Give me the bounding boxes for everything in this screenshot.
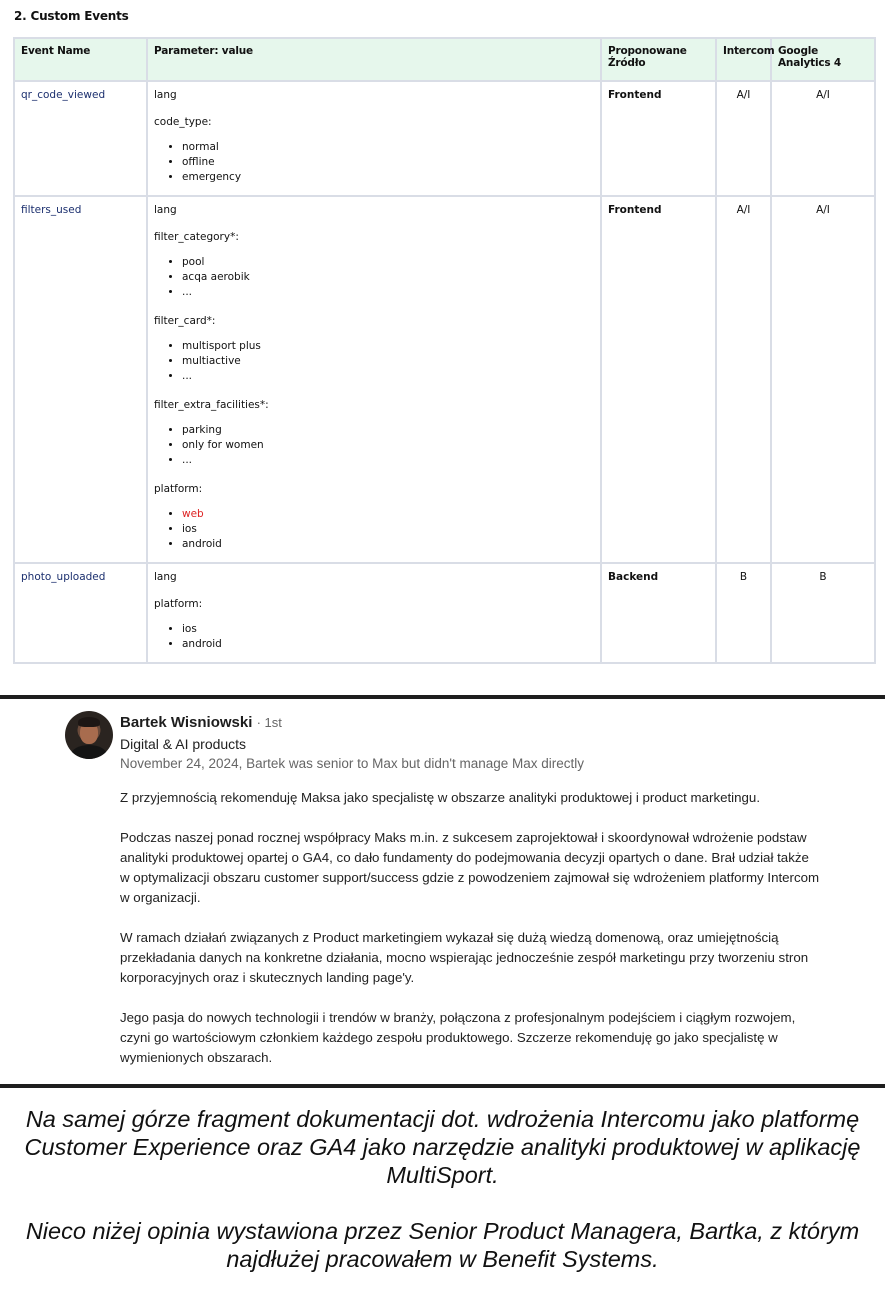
parameter-block (154, 483, 594, 552)
recommendation-text (120, 788, 820, 1088)
parameter-block (154, 231, 594, 300)
source-cell: Frontend (601, 81, 716, 196)
caption-paragraph-1: Na samej górze fragment dokumentacji dot. wdrożenia Intercomu jako platformę Customer Experience oraz GA4 jako narzędzie analityki produktowej w aplikację MultiSport. (24, 1106, 861, 1188)
parameters-cell (147, 81, 601, 196)
list-item: • multisport plus (182, 339, 594, 354)
parameter-block (154, 116, 594, 185)
header-event-name: Event Name (14, 38, 147, 81)
list-item: • ... (182, 453, 594, 468)
recommendation-card (0, 701, 885, 1084)
list-item: • ios (182, 522, 594, 537)
parameter-values-list (154, 507, 594, 552)
list-item: • parking (182, 423, 594, 438)
list-item: • web (182, 507, 594, 522)
parameter-block (154, 315, 594, 384)
recommendation-paragraph: W ramach działań związanych z Product marketingiem wykazał się dużą wiedzą domenową, oraz umiejętnością przekładania danych na konkretne działania, mocno wspierając jednocześnie zespół marketingu przy tworzeniu stron korporacyjnych oraz i skutecznych landing page'y. (120, 930, 809, 985)
list-item: • offline (182, 155, 594, 170)
list-item: • multiactive (182, 354, 594, 369)
custom-events-table (13, 37, 876, 664)
intercom-cell: A/I (716, 196, 771, 563)
recommender-name[interactable]: Bartek Wisniowski (120, 714, 253, 731)
parameter-block (154, 571, 594, 583)
list-item: • normal (182, 140, 594, 155)
header-source: Proponowane Źródło (601, 38, 716, 81)
intercom-cell: A/I (716, 81, 771, 196)
parameter-label: filter_card*: (154, 315, 216, 327)
recommender-role: Digital & AI products (120, 736, 247, 752)
list-item: • only for women (182, 438, 594, 453)
parameters-cell (147, 196, 601, 563)
parameter-block (154, 598, 594, 652)
ga4-cell: B (771, 563, 875, 663)
ga4-cell: A/I (771, 196, 875, 563)
list-item: • ... (182, 369, 594, 384)
list-item: • emergency (182, 170, 594, 185)
avatar[interactable] (65, 711, 113, 759)
source-cell: Backend (601, 563, 716, 663)
header-parameter: Parameter: value (147, 38, 601, 81)
header-ga4: Google Analytics 4 (771, 38, 875, 81)
parameter-label: platform: (154, 483, 203, 495)
parameter-block (154, 204, 594, 216)
recommender-name-line (120, 714, 282, 731)
table-row (14, 81, 875, 196)
header-intercom: Intercom (716, 38, 771, 81)
parameter-label: code_type: (154, 116, 212, 128)
section-title: 2. Custom Events (14, 9, 129, 23)
list-item: • pool (182, 255, 594, 270)
parameter-block (154, 89, 594, 101)
table-body (14, 81, 875, 663)
parameter-label: lang (154, 571, 177, 583)
divider-top (0, 695, 885, 699)
event-name-cell: filters_used (14, 196, 147, 563)
list-item: • android (182, 637, 594, 652)
recommendation-paragraph: Jego pasja do nowych technologii i trendów w branży, połączona z profesjonalnym podejściem i ciągłym rozwojem, czyni go wartościowym członkiem każdego zespołu produktowego. Szczerze rekomenduję go jako specjalistę w wymienionych obszarach. (120, 1010, 796, 1065)
parameter-values-list (154, 339, 594, 384)
parameter-values-list (154, 140, 594, 185)
list-item: • android (182, 537, 594, 552)
parameter-label: filter_extra_facilities*: (154, 399, 269, 411)
event-name-cell: photo_uploaded (14, 563, 147, 663)
divider-bottom (0, 1084, 885, 1088)
recommendation-paragraph: Z przyjemnością rekomenduję Maksa jako specjalistę w obszarze analityki produktowej i product marketingu. (120, 790, 761, 805)
list-item: • ... (182, 285, 594, 300)
list-item: • ios (182, 622, 594, 637)
parameter-label: lang (154, 89, 177, 101)
connection-degree: · 1st (256, 715, 282, 730)
recommendation-paragraph: Podczas naszej ponad rocznej współpracy Maks m.in. z sukcesem zaprojektował i skoordynował wdrożenie podstaw analityki produktowej opartej o GA4, co dało fundamenty do podejmowania decyzji opartych o dane. Brał udział także w optymalizacji obszaru customer support/success gdzie z powodzeniem zajmował się wdrożeniem platformy Intercom w organizacji. (120, 830, 820, 905)
source-cell: Frontend (601, 196, 716, 563)
parameter-block (154, 399, 594, 468)
parameters-cell (147, 563, 601, 663)
parameter-label: filter_category*: (154, 231, 239, 243)
parameter-values-list (154, 423, 594, 468)
recommendation-date: November 24, 2024, Bartek was senior to Max but didn't manage Max directly (120, 756, 585, 771)
intercom-cell: B (716, 563, 771, 663)
caption (20, 1105, 865, 1273)
parameter-values-list (154, 255, 594, 300)
table-header-row (14, 38, 875, 81)
ga4-cell: A/I (771, 81, 875, 196)
list-item: • acqa aerobik (182, 270, 594, 285)
parameter-label: platform: (154, 598, 203, 610)
parameter-label: lang (154, 204, 177, 216)
caption-paragraph-2: Nieco niżej opinia wystawiona przez Senior Product Managera, Bartka, z którym najdłużej pracowałem w Benefit Systems. (25, 1218, 860, 1272)
table-row (14, 563, 875, 663)
parameter-values-list (154, 622, 594, 652)
event-name-cell: qr_code_viewed (14, 81, 147, 196)
table-row (14, 196, 875, 563)
